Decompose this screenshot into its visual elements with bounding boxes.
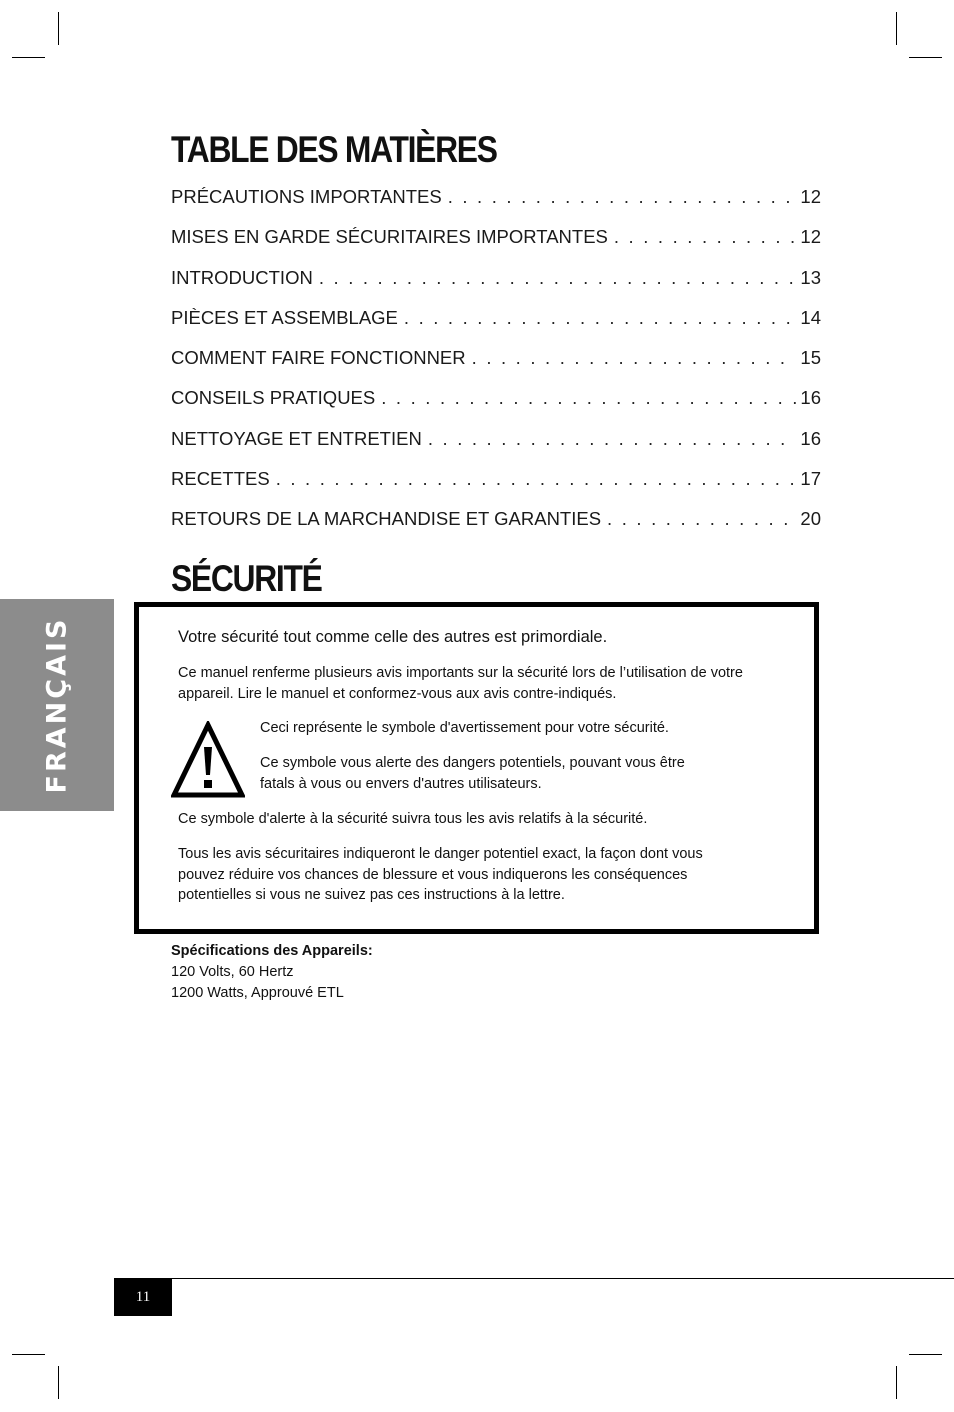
specs-line-wattage: 1200 Watts, Approuvé ETL	[171, 985, 344, 1001]
toc-entry-label: PIÈCES ET ASSEMBLAGE	[171, 306, 398, 328]
toc-dot-leader	[404, 305, 797, 331]
toc-title: TABLE DES MATIÈRES	[171, 129, 497, 170]
toc-entry-page: 14	[800, 306, 821, 328]
toc-entry-label: PRÉCAUTIONS IMPORTANTES	[171, 186, 442, 207]
language-tab	[0, 599, 114, 811]
language-tab-label: FRANÇAIS	[41, 616, 73, 794]
warning-triangle-icon	[171, 721, 245, 799]
crop-mark-bottom-right-v	[896, 1366, 897, 1399]
toc-entry	[171, 426, 821, 466]
toc-entry-label: RECETTES	[171, 468, 270, 490]
specs-line-voltage: 120 Volts, 60 Hertz	[171, 964, 294, 980]
toc-entry	[171, 224, 821, 264]
crop-mark-top-left-h	[12, 57, 45, 58]
toc-entry-page: 17	[800, 468, 821, 490]
toc-entry-label: INTRODUCTION	[171, 266, 313, 288]
safety-lead: Votre sécurité tout comme celle des autres est primordiale.	[178, 628, 608, 646]
toc-entry-page: 15	[800, 347, 821, 369]
toc-entry	[171, 466, 821, 506]
alert-line: Ce symbole d'alerte à la sécurité suivra tous les avis relatifs à la sécurité.	[178, 811, 648, 827]
crop-mark-bottom-right-h	[909, 1354, 942, 1355]
toc-dot-leader	[381, 385, 796, 411]
toc-dot-leader	[614, 224, 797, 250]
specs-label: Spécifications des Appareils:	[171, 943, 373, 959]
toc-entry	[171, 184, 821, 224]
toc-dot-leader	[607, 506, 796, 532]
toc-entry-page: 20	[800, 508, 821, 530]
safety-intro: Ce manuel renferme plusieurs avis importants sur la sécurité lors de l’utilisation de votre appareil. Lire le manuel et conformez-vous aux avis contre-indiqués.	[178, 665, 743, 702]
toc-dot-leader	[428, 426, 797, 452]
safety-title: SÉCURITÉ	[171, 558, 322, 599]
appliance-specs	[171, 941, 373, 1004]
toc-dot-leader	[448, 184, 797, 210]
crop-mark-bottom-left-h	[12, 1354, 45, 1355]
toc-entry-page: 16	[800, 387, 821, 409]
safety-notices: Tous les avis sécuritaires indiqueront le danger potentiel exact, la façon dont vous pouvez réduire vos chances de blessure et vous indiquerons les conséquences potentielles si vous ne suivez pas ces instructions à la lettre.	[178, 846, 703, 903]
toc-entry-page: 16	[800, 427, 821, 449]
crop-mark-top-right-v	[896, 12, 897, 45]
toc-entry-page: 13	[800, 266, 821, 288]
safety-box	[134, 602, 819, 934]
toc-entry	[171, 345, 821, 385]
symbol-line: Ceci représente le symbole d'avertissement pour votre sécurité.	[260, 720, 669, 736]
page-number: 11	[114, 1278, 172, 1316]
crop-mark-bottom-left-v	[58, 1366, 59, 1399]
toc-entry-page: 12	[800, 226, 821, 248]
toc-entry	[171, 385, 821, 425]
toc-entry	[171, 305, 821, 345]
toc-entry-label: MISES EN GARDE SÉCURITAIRES IMPORTANTES	[171, 226, 608, 248]
crop-mark-top-left-v	[58, 12, 59, 45]
toc-entry-label: NETTOYAGE ET ENTRETIEN	[171, 427, 422, 449]
toc-dot-leader	[319, 265, 797, 291]
crop-mark-top-right-h	[909, 57, 942, 58]
toc-dot-leader	[472, 345, 797, 371]
toc-entry	[171, 265, 821, 305]
table-of-contents	[171, 184, 821, 547]
footer-rule	[114, 1278, 954, 1279]
toc-entry-label: RETOURS DE LA MARCHANDISE ET GARANTIES	[171, 508, 602, 530]
toc-entry-page: 12	[800, 186, 821, 207]
toc-dot-leader	[276, 466, 797, 492]
symbol-description: Ce symbole vous alerte des dangers potentiels, pouvant vous être fatals à vous ou envers d'autres utilisateurs.	[260, 755, 685, 792]
toc-entry	[171, 506, 821, 546]
toc-entry-label: CONSEILS PRATIQUES	[171, 387, 376, 409]
toc-entry-label: COMMENT FAIRE FONCTIONNER	[171, 347, 466, 369]
